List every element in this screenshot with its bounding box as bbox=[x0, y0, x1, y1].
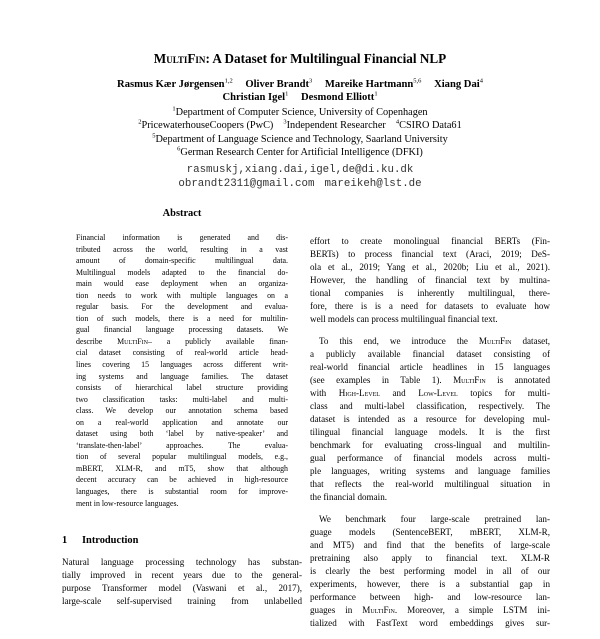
text-line: regular basis. For the development and evalua- bbox=[76, 302, 288, 312]
affiliation-line: $^2$PricewaterhouseCoopers (PwC) $^3$Independent Researcher $^4$CSIRO Data61 bbox=[138, 118, 462, 132]
right-column bbox=[310, 235, 550, 639]
text-line: tion of such models, there is a need for multilin- bbox=[76, 313, 288, 323]
abstract-heading: Abstract bbox=[162, 208, 202, 219]
text-line: guage models (SentenceBERT, mBERT, XLM-R, bbox=[310, 526, 550, 537]
text-line: To this end, we introduce the MultiFin dataset, bbox=[319, 335, 550, 346]
affiliation-line: $^5$Department of Language Science and Technology, Saarland University bbox=[152, 132, 448, 145]
text-line: consists of hierarchical label structure providing bbox=[76, 383, 288, 393]
text-line: on a real-world application and annotate our bbox=[76, 417, 288, 427]
email-line bbox=[0, 178, 600, 192]
text-line: fore, there is is a need for datasets to evaluate how bbox=[310, 301, 550, 312]
text-line: Multilingual models adapted to the financial do- bbox=[76, 267, 288, 277]
author: Oliver Brandt$^3$ bbox=[245, 77, 313, 90]
text-line: effort to create monolingual financial BERTs (Fin- bbox=[310, 236, 550, 246]
affiliation-line: $^6$German Research Center for Artificial Intelligence (DFKI) bbox=[177, 145, 423, 159]
text-line: and MT5) and find that the benefits of large-scale bbox=[310, 540, 550, 551]
author-list bbox=[0, 78, 600, 104]
text-line: pretraining also apply to financial text. XLM-R bbox=[310, 553, 550, 564]
paragraph bbox=[310, 235, 550, 326]
text-line: the financial domain. bbox=[310, 492, 388, 503]
text-line: dataset is intended as a resource for developing mul- bbox=[310, 414, 550, 425]
text-line: that reflects the real-world multilingual situation in bbox=[310, 479, 550, 490]
text-line: ment in low-resource languages. bbox=[76, 498, 179, 508]
text-line: However, the handling of financial text by multina- bbox=[310, 275, 550, 286]
text-line: tialized with FastText word embeddings gives sur- bbox=[310, 618, 550, 629]
text-line: dataset using both ‘label by native-speaker’ and bbox=[76, 429, 288, 439]
email-line bbox=[0, 164, 600, 178]
text-line: decent accuracy can be achieved in high-resource bbox=[76, 475, 288, 485]
abstract-text bbox=[76, 232, 288, 509]
text-line: experiments, however, there is a substantial gap in bbox=[310, 579, 550, 590]
text-line: tion needs to work with multiple languages on a bbox=[76, 290, 288, 300]
text-line: a publicly available financial dataset consisting of bbox=[310, 348, 550, 359]
email-address: obrandt2311@gmail.com bbox=[178, 177, 315, 190]
paragraph bbox=[310, 513, 550, 630]
text-line: BERTs) to process financial text (Araci, 2019; DeS- bbox=[310, 249, 550, 260]
text-line: describe MultiFin– a publicly available finan- bbox=[76, 336, 289, 346]
section-title: Introduction bbox=[82, 535, 139, 546]
text-line: class and multi-label classification, respectively. The bbox=[310, 401, 550, 412]
section-number: 1 bbox=[62, 535, 68, 546]
text-line: mBERT, XLM-R, and mT5, show that although bbox=[76, 463, 288, 473]
text-line: languages, there is substantial room for improve- bbox=[76, 487, 288, 497]
text-line: gual performance of financial models across multi- bbox=[310, 453, 550, 464]
title-subtitle: : A Dataset for Multilingual Financial NLP bbox=[205, 51, 447, 66]
affiliation-line: $^1$Department of Computer Science, University of Copenhagen bbox=[172, 105, 428, 118]
text-line: (see examples in Table 1). MultiFin is annotated bbox=[310, 374, 550, 385]
text-line: amount of domain-specific multilingual data. bbox=[76, 256, 288, 266]
text-line: tributed across the world, resulting in a vast bbox=[76, 244, 288, 254]
text-line: class. We develop our annotation schema based bbox=[76, 406, 288, 416]
text-line: performance between high- and low-resource lan- bbox=[310, 592, 550, 603]
text-line: ‘translate-then-label’ approaches. The evalua- bbox=[76, 440, 288, 450]
author: Xiang Dai$^4$ bbox=[434, 77, 483, 90]
text-line: tially improved in recent years due to the general- bbox=[62, 570, 302, 580]
text-line: tilingual financial language models. It is the first bbox=[310, 427, 550, 438]
text-line: tional companies is inherently multilingual, there- bbox=[310, 288, 550, 299]
text-line: guages in MultiFin. Moreover, a simple LSTM ini- bbox=[310, 605, 550, 616]
section-heading-introduction bbox=[62, 535, 302, 546]
text-line: ple languages, writing systems and language families bbox=[310, 466, 550, 477]
text-line: ola et al., 2019; Yang et al., 2020b; Liu et al., 2021). bbox=[310, 262, 550, 273]
author-line-2 bbox=[0, 91, 600, 104]
text-line: is clearly the best performing model in all of our bbox=[310, 566, 550, 577]
text-line: ing systems and language families. The dataset bbox=[76, 371, 288, 381]
text-line: real-world financial article headlines in 15 languages bbox=[310, 361, 550, 372]
email-address: mareikeh@lst.de bbox=[324, 177, 422, 190]
email-address: rasmuskj,xiang.dai,igel,de@di.ku.dk bbox=[186, 164, 414, 176]
text-line: well models can process multilingual financial text. bbox=[310, 314, 498, 325]
author: Desmond Elliott$^1$ bbox=[301, 90, 378, 103]
text-line: tion of several popular multilingual models, e.g., bbox=[76, 452, 288, 462]
author: Mareike Hartmann$^{5,6}$ bbox=[324, 77, 422, 90]
paragraph bbox=[310, 335, 550, 505]
contact-emails bbox=[0, 164, 600, 191]
affiliations bbox=[0, 106, 600, 160]
author: Rasmus Kær Jørgensen$^{1,2}$ bbox=[117, 77, 233, 90]
text-line: gual financial language processing datasets. We bbox=[76, 325, 288, 335]
author: Christian Igel$^1$ bbox=[222, 90, 289, 103]
text-line: main would ease deployment when an organiza- bbox=[76, 279, 288, 289]
text-line: Financial information is generated and dis- bbox=[76, 233, 288, 242]
text-line: We benchmark four large-scale pretrained lan- bbox=[319, 513, 550, 524]
text-line: with High-Level and Low-Level topics for multi- bbox=[310, 388, 550, 399]
text-line: large-scale self-supervised training from unlabelled bbox=[62, 596, 302, 606]
introduction-text bbox=[62, 556, 302, 608]
text-line: two classification tasks: multi-label and multi- bbox=[76, 394, 288, 404]
title-dataset-name: MultiFin bbox=[153, 51, 206, 66]
text-line: Natural language processing technology has substan- bbox=[62, 557, 302, 567]
text-line: lines covering 15 languages across different writ- bbox=[76, 360, 288, 370]
text-line: benchmark for evaluating cross-lingual and multilin- bbox=[310, 440, 550, 451]
text-line: purpose Transformer model (Vaswani et al., 2017), bbox=[62, 583, 302, 593]
author-line-1 bbox=[0, 78, 600, 91]
text-line: cial dataset consisting of real-world article head- bbox=[76, 348, 288, 358]
paper-title bbox=[0, 51, 600, 67]
